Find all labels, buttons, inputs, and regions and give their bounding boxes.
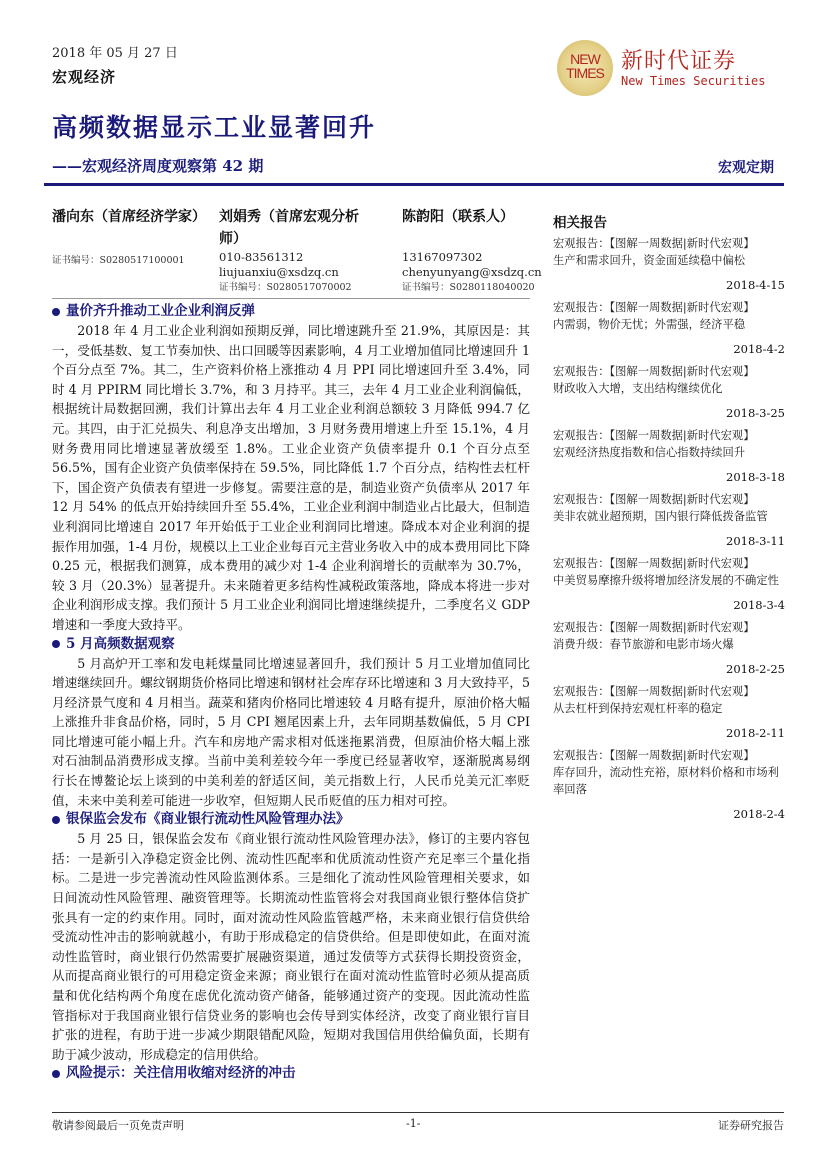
authors-divider xyxy=(52,298,530,299)
page-subtitle: ——宏观经济周度观察第 42 期 xyxy=(52,157,264,175)
report-date: 2018-2-25 xyxy=(726,662,785,676)
report-date: 2018-3-25 xyxy=(726,406,785,420)
report-title: 美非农就业超预期，国内银行降低拨备监管 xyxy=(553,510,768,523)
author-email[interactable]: chenyunyang@xsdzq.cn xyxy=(402,265,542,279)
section-body: 5 月 25 日，银保监会发布《商业银行流动性风险管理办法》，修订的主要内容包括：一是新引入净稳定资金比例、流动性匹配率和优质流动性资产充足率三个量化指标。二是进一步完善流动性风险监测体系。三是细化了流动性风险管理相关要求，如日间流动性风险管理、融资管理等。长期流动性监管将会对我国商业银行整体信贷扩张具有一定的约束作用。同时，面对流动性风险监管越严格，未来商业银行信贷供给受流动性冲击的影响就越小，有助于形成稳定的信贷供给。但是即使如此，在面对流动性监管时，商业银行仍然需要扩展融资渠道，通过发债等方式获得长期投资资金，从而提高商业银行的可用稳定资金来源；商业银行在面对流动性监管时必须从提高质量和优化结构两个角度在虑优化流动资产储备，能够通过资产的变现。因此流动性监管指标对于我国商业银行信贷业务的影响也会传导到实体经济，改变了商业银行盲目扩张的进程，有助于进一步减少期限错配风险，短期对我国信用供给偏负面，长期有助于减少波动，形成稳定的信用供给。 xyxy=(52,831,530,1062)
company-name-en: New Times Securities xyxy=(621,74,766,88)
report-title: 财政收入大增，支出结构继续优化 xyxy=(553,382,723,395)
report-date: 2018 年 05 月 27 日 xyxy=(52,46,178,61)
report-source: 宏观报告：【图解一周数据|新时代宏观】 xyxy=(553,557,755,570)
section-body: 2018 年 4 月工业企业利润如预期反弹，同比增速跳升至 21.9%，其原因是：其一，受低基数、复工节奏加快、出口回暖等因素影响，4 月工业增加值同比增速回升 1 个百分点至 7%。其二，生产资料价格上涨推动 4 月 PPI 同比增速回升至 3.4%，同时 4 月 PPIRM 同比增长 3.7%，和 3 月持平。其三，去年 4 月工业企业利润偏低，根据统计局数据回溯，我们计算出去年 4 月工业企业利润总额较 3 月降低 994.7 亿元。其四，由于汇兑损失、利息净支出增加，3 月财务费用增速上升至 15.1%，4 月财务费用同比增速显著放缓至 1.8%。工业企业资产负债率提升 0.1 个百分点至 56.5%，国有企业资产负债率保持在 59.5%，同比降低 1.7 个百分点，结构性去杠杆下，国企资产负债表有望进一步修复。需要注意的是，制造业资产负债率从 2017 年 12 月 54% 的低点开始持续回升至 55.4%，工业企业利润中制造业占比最大，但制造业利润同比增速自 2017 年开始低于工业企业利润同比增速。降成本对企业利润的提振作用加强，1-4 月份，规模以上工业企业每百元主营业务收入中的成本费用同比下降 0.25 元，根据我们测算，成本费用的减少对 1-4 企业利润增长的贡献率为 30.7%，较 3 月（20.3%）显著提升。未来随着更多结构性减税政策落地，降成本将进一步对企业利润形成支撑。我们预计 5 月工业企业利润同比增速继续提升，二季度名义 GDP 增速和一季度大致持平。 xyxy=(52,323,530,632)
author-email[interactable]: liujuanxiu@xsdzq.cn xyxy=(219,265,339,279)
author-phone: 13167097302 xyxy=(402,250,483,264)
report-title: 从去杠杆到保持宏观杠杆率的稳定 xyxy=(553,702,723,715)
author-1 xyxy=(52,206,217,268)
section-heading-text: 风险提示：关注信用收缩对经济的冲击 xyxy=(66,1065,296,1082)
report-item[interactable] xyxy=(553,427,785,486)
series-tag: 宏观定期 xyxy=(718,160,774,176)
report-date: 2018-3-4 xyxy=(733,598,785,612)
report-type: 证券研究报告 xyxy=(718,1119,784,1132)
bullet-icon xyxy=(52,308,60,316)
section-heading xyxy=(52,635,530,654)
page-number: -1- xyxy=(406,1117,421,1130)
section-heading xyxy=(52,810,530,829)
bullet-icon xyxy=(52,1070,60,1078)
report-date: 2018-2-4 xyxy=(733,807,785,821)
report-source: 宏观报告：【图解一周数据|新时代宏观】 xyxy=(553,365,755,378)
author-phone: 010-83561312 xyxy=(219,250,304,264)
report-date: 2018-4-2 xyxy=(733,342,785,356)
report-source: 宏观报告：【图解一周数据|新时代宏观】 xyxy=(553,621,755,634)
author-cert: 证书编号：S0280517100001 xyxy=(52,255,185,266)
related-reports-heading: 相关报告 xyxy=(553,215,607,231)
main-content xyxy=(52,302,530,1083)
new-times-emblem-icon xyxy=(557,40,613,96)
section-body: 5 月高炉开工率和发电耗煤量同比增速显著回升，我们预计 5 月工业增加值同比增速继续回升。螺纹钢期货价格同比增速和钢材社会库存环比增速和 3 月大致持平，5 月经济景气度和 4 月相当。蔬菜和猪肉价格同比增速较 4 月略有提升，原油价格大幅上涨推升非食品价格，同时，5 月 CPI 翘尾因素上升，去年同期基数偏低，5 月 CPI 同比增速可能小幅上升。汽车和房地产需求相对低迷拖累消费，但原油价格大幅上涨对石油制品消费形成支撑。当前中美利差较今年一季度已经显著收窄，逐渐脱离易纲行长在博鳌论坛上谈到的中美利差的舒适区间，美元指数上行，人民币兑美元汇率贬值，未来中美利差可能进一步收窄，但短期人民币贬值的压力相对可控。 xyxy=(52,655,530,808)
report-item[interactable] xyxy=(553,747,785,823)
bullet-icon xyxy=(52,640,60,648)
report-item[interactable] xyxy=(553,619,785,678)
report-title: 宏观经济热度指数和信心指数持续回升 xyxy=(553,446,746,459)
report-source: 宏观报告：【图解一周数据|新时代宏观】 xyxy=(553,493,755,506)
report-source: 宏观报告：【图解一周数据|新时代宏观】 xyxy=(553,301,755,314)
report-source: 宏观报告：【图解一周数据|新时代宏观】 xyxy=(553,685,755,698)
report-title: 生产和需求回升，资金面延续稳中偏松 xyxy=(553,254,746,267)
related-reports xyxy=(553,213,785,828)
report-title: 内需弱，物价无忧；外需强，经济平稳 xyxy=(553,318,746,331)
emblem-text-2: TIMES xyxy=(566,65,604,81)
report-date: 2018-4-15 xyxy=(726,278,785,292)
report-date: 2018-3-18 xyxy=(726,470,785,484)
report-date: 2018-2-11 xyxy=(726,726,785,740)
report-source: 宏观报告：【图解一周数据|新时代宏观】 xyxy=(553,237,755,250)
report-item[interactable] xyxy=(553,363,785,422)
company-name-cn: 新时代证券 xyxy=(621,49,737,74)
report-item[interactable] xyxy=(553,235,785,294)
report-date: 2018-3-11 xyxy=(726,534,785,548)
section-heading xyxy=(52,1064,530,1083)
report-item[interactable] xyxy=(553,491,785,550)
author-name: 刘娟秀（首席宏观分析师） xyxy=(219,209,359,247)
section-heading-text: 5 月高频数据观察 xyxy=(66,635,175,652)
section-heading-text: 银保监会发布《商业银行流动性风险管理办法》 xyxy=(66,811,350,828)
report-source: 宏观报告：【图解一周数据|新时代宏观】 xyxy=(553,429,755,442)
author-cert: 证书编号：S0280517070002 xyxy=(219,282,352,293)
report-title: 消费升级：春节旅游和电影市场火爆 xyxy=(553,638,734,651)
author-3 xyxy=(402,206,542,295)
company-logo xyxy=(557,40,787,95)
author-cert: 证书编号：S0280118040020 xyxy=(402,282,535,293)
report-item[interactable] xyxy=(553,299,785,358)
author-name: 陈韵阳（联系人） xyxy=(402,209,514,225)
author-2 xyxy=(219,206,379,295)
report-title: 中美贸易摩擦升级将增加经济发展的不确定性 xyxy=(553,574,779,587)
report-title: 库存回升，流动性充裕，原材料价格和市场利率回落 xyxy=(553,766,779,796)
page-title: 高频数据显示工业显著回升 xyxy=(52,113,377,142)
report-category: 宏观经济 xyxy=(52,68,117,86)
emblem-text-1: NEW xyxy=(570,51,600,67)
report-item[interactable] xyxy=(553,555,785,614)
section-heading-text: 量价齐升推动工业企业利润反弹 xyxy=(66,303,255,319)
report-source: 宏观报告：【图解一周数据|新时代宏观】 xyxy=(553,749,755,762)
author-name: 潘向东（首席经济学家） xyxy=(52,209,206,225)
bullet-icon xyxy=(52,816,60,824)
footer-divider xyxy=(52,1112,784,1113)
section-heading xyxy=(52,302,530,321)
disclaimer-note: 敬请参阅最后一页免责声明 xyxy=(52,1119,184,1132)
header-divider xyxy=(44,183,784,186)
report-item[interactable] xyxy=(553,683,785,742)
